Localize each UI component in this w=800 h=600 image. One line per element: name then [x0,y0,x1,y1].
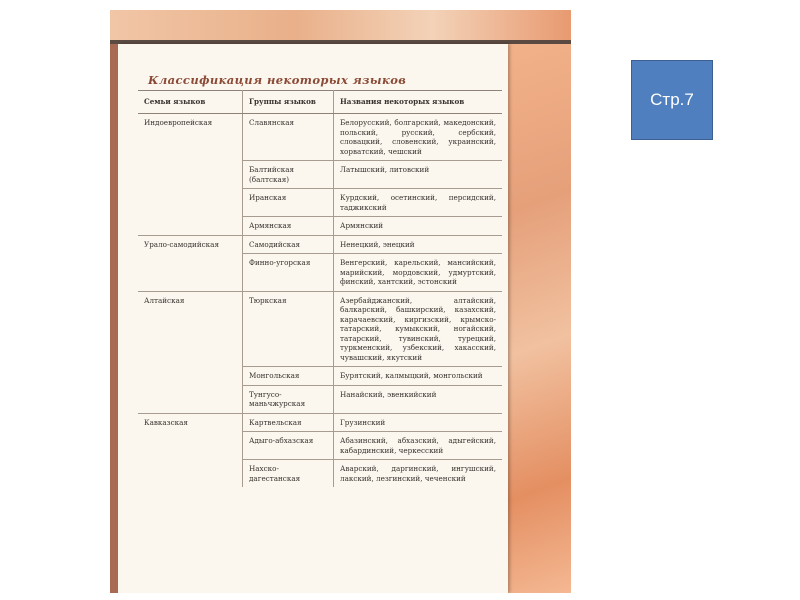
table-row [138,161,502,189]
languages-cell: Ненецкий, энецкий [334,235,503,254]
languages-cell: Абазинский, абхазский, адыгейский, кабардинский, черкесский [334,432,503,460]
table-row [138,235,502,254]
group-cell: Финно-угорская [243,254,334,292]
family-cell: Алтайская [138,291,243,367]
header-language-names: Названия некоторых языков [334,91,503,114]
group-cell: Балтийская (балтская) [243,161,334,189]
group-cell: Нахско-дагестанская [243,460,334,488]
table-row [138,367,502,386]
languages-cell: Белорусский, болгарский, македонский, польский, русский, сербский, словацкий, словенский, украинский, хорватский, чешский [334,114,503,161]
languages-cell: Аварский, даргинский, ингушский, лакский, лезгинский, чеченский [340,464,496,483]
family-cell [138,367,243,386]
family-cell: Урало-самодийская [138,235,243,254]
family-cell [138,385,243,413]
languages-cell: Грузинский [334,413,503,432]
family-cell [138,217,243,236]
header-groups: Группы языков [243,91,334,114]
table-row [138,432,502,460]
table-title: Классификация некоторых языков [148,73,407,87]
languages-cell: Армянский [334,217,503,236]
languages-cell: Курдский, осетинский, персидский, таджикский [334,189,503,217]
page-7-button-label: Стр.7 [650,90,694,109]
languages-cell: Азербайджанский, алтайский, балкарский, башкирский, казахский, карачаевский, киргизский, крымско-татарский, кумыкский, ногайский, татарский, тувинский, турецкий, туркменский, узбекский, хакасский, чувашский, якутский [334,291,503,367]
family-cell: Индоевропейская [138,114,243,161]
family-cell [138,460,243,488]
group-cell: Армянская [243,217,334,236]
group-cell: Тюркская [243,291,334,367]
background-decoration [110,10,571,40]
header-families: Семьи языков [138,91,243,114]
book-spine [110,44,118,593]
table-row [138,413,502,432]
group-cell: Монгольская [243,367,334,386]
table-row [138,291,502,367]
languages-cell: Нанайский, эвенкийский [334,385,503,413]
group-cell: Славянская [243,114,334,161]
family-cell [138,254,243,292]
languages-cell: Венгерский, карельский, мансийский, марийский, мордовский, удмуртский, финский, хантский, эстонский [334,254,503,292]
language-classification-table [138,90,502,487]
background-illustration [508,40,571,593]
table-row [138,114,502,161]
group-cell: Самодийская [243,235,334,254]
family-cell [138,432,243,460]
languages-cell: Латышский, литовский [334,161,503,189]
group-cell: Адыго-абхазская [243,432,334,460]
family-cell: Кавказская [138,413,243,432]
table-row [138,460,502,488]
group-cell: Тунгусо-маньчжурская [243,385,334,413]
page-7-button[interactable] [631,60,713,140]
table-row [138,254,502,292]
languages-cell: Бурятский, калмыцкий, монгольский [334,367,503,386]
table-row [138,217,502,236]
family-cell [138,189,243,217]
table-row [138,189,502,217]
table-header-row [138,91,502,114]
table-row [138,385,502,413]
group-cell: Картвельская [243,413,334,432]
family-cell [138,161,243,189]
group-cell: Иранская [243,189,334,217]
